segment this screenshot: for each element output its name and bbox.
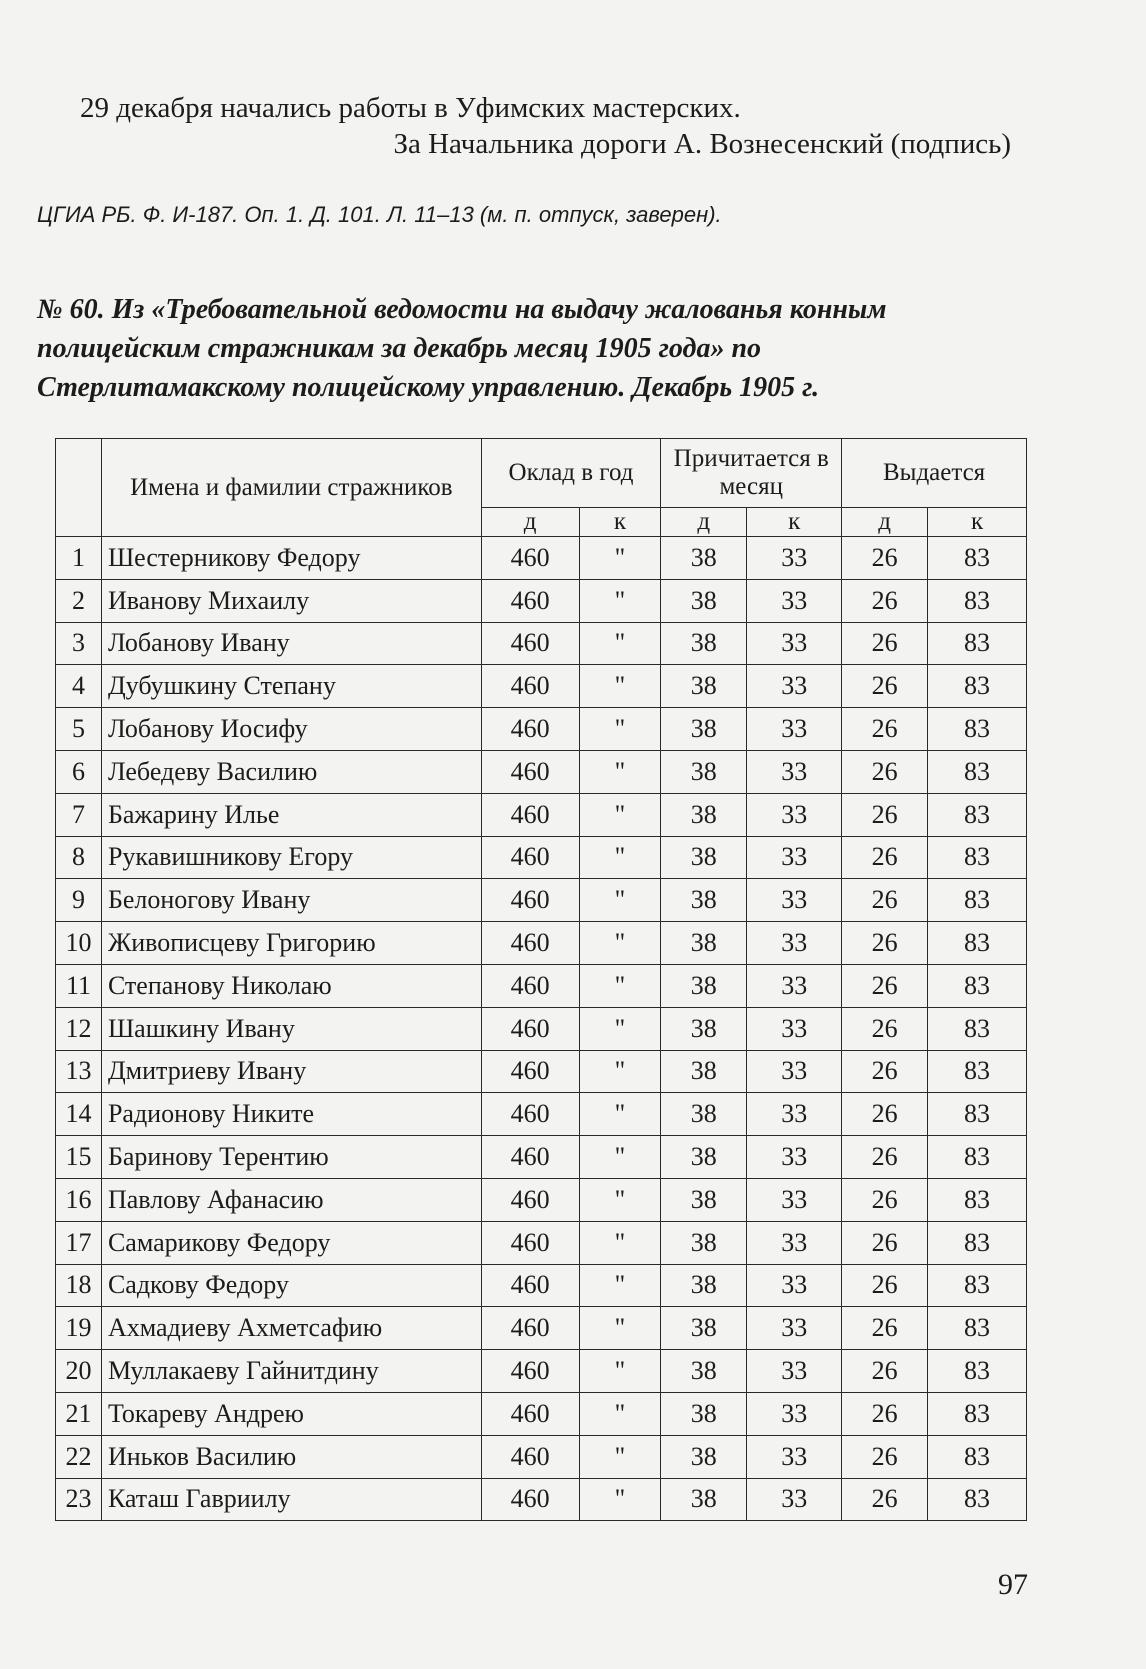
row-paid-rub: 26 (842, 964, 928, 1007)
row-due-kop: 33 (747, 1221, 842, 1264)
table-row (56, 622, 1027, 665)
row-due-kop: 33 (747, 1478, 842, 1521)
row-paid-kop: 83 (928, 793, 1027, 836)
row-paid-kop: 83 (928, 1007, 1027, 1050)
table-row (56, 708, 1027, 751)
row-salary-kop: " (579, 1136, 661, 1179)
row-salary-rub: 460 (481, 579, 579, 622)
row-number: 3 (56, 622, 102, 665)
table-body (56, 537, 1027, 1521)
row-paid-rub: 26 (842, 622, 928, 665)
row-name: Белоногову Ивану (101, 879, 481, 922)
row-number: 4 (56, 665, 102, 708)
row-number: 6 (56, 750, 102, 793)
row-name: Токареву Андрею (101, 1392, 481, 1435)
row-paid-rub: 26 (842, 922, 928, 965)
row-paid-kop: 83 (928, 964, 1027, 1007)
row-salary-kop: " (579, 1307, 661, 1350)
paid-header: Выдается (842, 439, 1027, 508)
row-due-rub: 38 (661, 579, 747, 622)
table-row (56, 922, 1027, 965)
row-salary-rub: 460 (481, 1264, 579, 1307)
table-row (56, 1478, 1027, 1521)
row-salary-kop: " (579, 579, 661, 622)
row-salary-rub: 460 (481, 1350, 579, 1393)
paid-kop-subheader: к (928, 508, 1027, 537)
row-salary-kop: " (579, 1050, 661, 1093)
row-due-kop: 33 (747, 1136, 842, 1179)
row-due-rub: 38 (661, 1093, 747, 1136)
row-paid-kop: 83 (928, 622, 1027, 665)
row-name: Шашкину Ивану (101, 1007, 481, 1050)
row-name: Рукавишникову Егору (101, 836, 481, 879)
row-name: Живописцеву Григорию (101, 922, 481, 965)
row-due-rub: 38 (661, 964, 747, 1007)
row-number: 17 (56, 1221, 102, 1264)
row-due-rub: 38 (661, 750, 747, 793)
table-row (56, 750, 1027, 793)
row-paid-rub: 26 (842, 708, 928, 751)
row-salary-rub: 460 (481, 1093, 579, 1136)
row-due-kop: 33 (747, 1178, 842, 1221)
row-due-rub: 38 (661, 1264, 747, 1307)
row-name: Степанову Николаю (101, 964, 481, 1007)
row-paid-rub: 26 (842, 1007, 928, 1050)
row-due-kop: 33 (747, 836, 842, 879)
row-paid-rub: 26 (842, 750, 928, 793)
row-salary-rub: 460 (481, 1007, 579, 1050)
row-salary-rub: 460 (481, 708, 579, 751)
row-salary-rub: 460 (481, 750, 579, 793)
row-paid-kop: 83 (928, 537, 1027, 580)
table-row (56, 665, 1027, 708)
table-row (56, 793, 1027, 836)
row-due-rub: 38 (661, 879, 747, 922)
row-paid-kop: 83 (928, 750, 1027, 793)
row-due-rub: 38 (661, 708, 747, 751)
row-number: 8 (56, 836, 102, 879)
row-number: 2 (56, 579, 102, 622)
row-number: 23 (56, 1478, 102, 1521)
number-header (56, 439, 102, 537)
row-salary-kop: " (579, 1478, 661, 1521)
table-row (56, 1350, 1027, 1393)
row-salary-rub: 460 (481, 1050, 579, 1093)
row-due-kop: 33 (747, 1007, 842, 1050)
row-paid-rub: 26 (842, 879, 928, 922)
row-name: Муллакаеву Гайнитдину (101, 1350, 481, 1393)
row-paid-rub: 26 (842, 1350, 928, 1393)
row-name: Каташ Гавриилу (101, 1478, 481, 1521)
due-rub-subheader: д (661, 508, 747, 537)
salary-header: Оклад в год (481, 439, 661, 508)
row-due-kop: 33 (747, 537, 842, 580)
names-header: Имена и фамилии стражников (101, 439, 481, 537)
archive-source: ЦГИА РБ. Ф. И-187. Оп. 1. Д. 101. Л. 11–13 (м. п. отпуск, заверен). (37, 202, 722, 227)
row-salary-kop: " (579, 836, 661, 879)
row-name: Баринову Терентию (101, 1136, 481, 1179)
row-paid-kop: 83 (928, 879, 1027, 922)
table-row (56, 1392, 1027, 1435)
row-paid-rub: 26 (842, 579, 928, 622)
row-due-kop: 33 (747, 964, 842, 1007)
row-number: 15 (56, 1136, 102, 1179)
row-paid-rub: 26 (842, 1136, 928, 1179)
row-due-rub: 38 (661, 1350, 747, 1393)
row-due-rub: 38 (661, 1392, 747, 1435)
row-paid-kop: 83 (928, 1307, 1027, 1350)
row-due-rub: 38 (661, 1178, 747, 1221)
row-paid-kop: 83 (928, 579, 1027, 622)
row-name: Павлову Афанасию (101, 1178, 481, 1221)
row-paid-rub: 26 (842, 1221, 928, 1264)
row-salary-kop: " (579, 708, 661, 751)
row-due-kop: 33 (747, 1050, 842, 1093)
row-number: 21 (56, 1392, 102, 1435)
table-row (56, 537, 1027, 580)
table-row (56, 1007, 1027, 1050)
row-paid-kop: 83 (928, 1478, 1027, 1521)
row-paid-kop: 83 (928, 1435, 1027, 1478)
table-row (56, 579, 1027, 622)
row-number: 20 (56, 1350, 102, 1393)
row-salary-rub: 460 (481, 1478, 579, 1521)
signature-line: За Начальника дороги А. Вознесенский (подпись) (393, 128, 1011, 160)
due-header: Причитается в месяц (661, 439, 842, 508)
row-salary-rub: 460 (481, 1136, 579, 1179)
row-paid-kop: 83 (928, 1264, 1027, 1307)
row-paid-rub: 26 (842, 1307, 928, 1350)
salary-table (55, 438, 1027, 1521)
row-paid-rub: 26 (842, 1392, 928, 1435)
row-name: Радионову Никите (101, 1093, 481, 1136)
row-number: 13 (56, 1050, 102, 1093)
salary-rub-subheader: д (481, 508, 579, 537)
row-paid-rub: 26 (842, 1435, 928, 1478)
row-due-kop: 33 (747, 1093, 842, 1136)
table-row (56, 1178, 1027, 1221)
row-paid-rub: 26 (842, 793, 928, 836)
document-heading: № 60. Из «Требовательной ведомости на выдачу жалованья конным полицейским стражникам за декабрь месяц 1905 года» по Стерлитамакскому полицейскому управлению. Декабрь 1905 г. (37, 294, 887, 403)
row-salary-kop: " (579, 922, 661, 965)
row-name: Самарикову Федору (101, 1221, 481, 1264)
row-number: 19 (56, 1307, 102, 1350)
row-paid-rub: 26 (842, 537, 928, 580)
row-salary-kop: " (579, 964, 661, 1007)
row-number: 1 (56, 537, 102, 580)
table-row (56, 1435, 1027, 1478)
table-row (56, 1264, 1027, 1307)
row-salary-rub: 460 (481, 793, 579, 836)
row-due-kop: 33 (747, 1264, 842, 1307)
table-row (56, 1093, 1027, 1136)
row-salary-kop: " (579, 793, 661, 836)
row-salary-kop: " (579, 1392, 661, 1435)
row-name: Садкову Федору (101, 1264, 481, 1307)
row-name: Шестерникову Федору (101, 537, 481, 580)
row-due-rub: 38 (661, 622, 747, 665)
row-due-kop: 33 (747, 1307, 842, 1350)
row-name: Лобанову Ивану (101, 622, 481, 665)
row-salary-rub: 460 (481, 879, 579, 922)
table-row (56, 836, 1027, 879)
row-number: 18 (56, 1264, 102, 1307)
row-due-rub: 38 (661, 922, 747, 965)
row-due-rub: 38 (661, 1050, 747, 1093)
row-salary-kop: " (579, 879, 661, 922)
salary-kop-subheader: к (579, 508, 661, 537)
row-due-rub: 38 (661, 1478, 747, 1521)
row-paid-kop: 83 (928, 1093, 1027, 1136)
table-row (56, 1221, 1027, 1264)
row-number: 14 (56, 1093, 102, 1136)
row-due-rub: 38 (661, 1007, 747, 1050)
row-number: 7 (56, 793, 102, 836)
row-paid-kop: 83 (928, 922, 1027, 965)
table-row (56, 964, 1027, 1007)
row-due-rub: 38 (661, 836, 747, 879)
row-due-rub: 38 (661, 1221, 747, 1264)
row-paid-rub: 26 (842, 1050, 928, 1093)
row-due-kop: 33 (747, 622, 842, 665)
row-due-rub: 38 (661, 1435, 747, 1478)
row-salary-kop: " (579, 1007, 661, 1050)
row-salary-rub: 460 (481, 622, 579, 665)
row-number: 12 (56, 1007, 102, 1050)
table-row (56, 1307, 1027, 1350)
row-number: 11 (56, 964, 102, 1007)
row-paid-kop: 83 (928, 665, 1027, 708)
row-salary-rub: 460 (481, 836, 579, 879)
row-paid-kop: 83 (928, 1136, 1027, 1179)
intro-line: 29 декабря начались работы в Уфимских мастерских. (80, 92, 741, 124)
row-salary-kop: " (579, 665, 661, 708)
row-number: 22 (56, 1435, 102, 1478)
row-number: 9 (56, 879, 102, 922)
row-paid-kop: 83 (928, 1178, 1027, 1221)
row-name: Ахмадиеву Ахметсафию (101, 1307, 481, 1350)
row-salary-kop: " (579, 1178, 661, 1221)
row-number: 5 (56, 708, 102, 751)
row-name: Бажарину Илье (101, 793, 481, 836)
row-name: Лебедеву Василию (101, 750, 481, 793)
row-salary-rub: 460 (481, 1392, 579, 1435)
row-salary-rub: 460 (481, 1435, 579, 1478)
row-due-kop: 33 (747, 1435, 842, 1478)
table-row (56, 1136, 1027, 1179)
row-salary-kop: " (579, 622, 661, 665)
row-due-kop: 33 (747, 922, 842, 965)
row-paid-rub: 26 (842, 1264, 928, 1307)
row-paid-rub: 26 (842, 665, 928, 708)
row-due-kop: 33 (747, 708, 842, 751)
row-number: 10 (56, 922, 102, 965)
row-name: Лобанову Иосифу (101, 708, 481, 751)
row-salary-kop: " (579, 1264, 661, 1307)
row-salary-rub: 460 (481, 1307, 579, 1350)
page-number: 97 (998, 1568, 1028, 1601)
paid-rub-subheader: д (842, 508, 928, 537)
row-paid-kop: 83 (928, 1392, 1027, 1435)
row-salary-rub: 460 (481, 1178, 579, 1221)
row-salary-rub: 460 (481, 922, 579, 965)
row-due-kop: 33 (747, 793, 842, 836)
row-due-rub: 38 (661, 793, 747, 836)
row-paid-kop: 83 (928, 708, 1027, 751)
row-due-kop: 33 (747, 750, 842, 793)
row-number: 16 (56, 1178, 102, 1221)
table-row (56, 879, 1027, 922)
row-salary-kop: " (579, 1435, 661, 1478)
row-due-kop: 33 (747, 579, 842, 622)
row-salary-rub: 460 (481, 665, 579, 708)
row-salary-kop: " (579, 1093, 661, 1136)
row-salary-rub: 460 (481, 964, 579, 1007)
row-paid-rub: 26 (842, 1178, 928, 1221)
row-name: Иванову Михаилу (101, 579, 481, 622)
row-salary-rub: 460 (481, 1221, 579, 1264)
row-salary-rub: 460 (481, 537, 579, 580)
row-salary-kop: " (579, 750, 661, 793)
row-name: Иньков Василию (101, 1435, 481, 1478)
table-row (56, 1050, 1027, 1093)
row-paid-kop: 83 (928, 1221, 1027, 1264)
row-paid-rub: 26 (842, 1478, 928, 1521)
row-due-kop: 33 (747, 1392, 842, 1435)
row-due-kop: 33 (747, 665, 842, 708)
due-kop-subheader: к (747, 508, 842, 537)
row-paid-rub: 26 (842, 836, 928, 879)
row-name: Дмитриеву Ивану (101, 1050, 481, 1093)
row-due-kop: 33 (747, 879, 842, 922)
row-due-rub: 38 (661, 1136, 747, 1179)
row-paid-kop: 83 (928, 836, 1027, 879)
row-salary-kop: " (579, 1350, 661, 1393)
row-due-rub: 38 (661, 1307, 747, 1350)
row-salary-kop: " (579, 1221, 661, 1264)
row-name: Дубушкину Степану (101, 665, 481, 708)
row-due-rub: 38 (661, 537, 747, 580)
row-paid-kop: 83 (928, 1050, 1027, 1093)
row-due-kop: 33 (747, 1350, 842, 1393)
row-due-rub: 38 (661, 665, 747, 708)
row-paid-rub: 26 (842, 1093, 928, 1136)
row-paid-kop: 83 (928, 1350, 1027, 1393)
row-salary-kop: " (579, 537, 661, 580)
